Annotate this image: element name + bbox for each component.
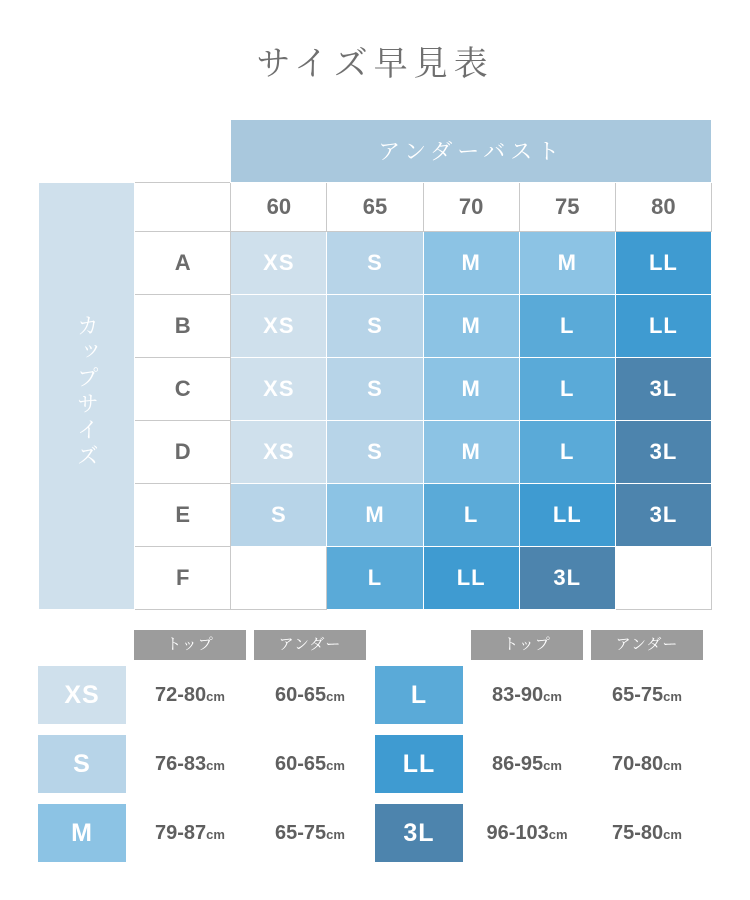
underbust-column-header: 60 [231, 182, 327, 231]
legend-header-top: トップ [134, 630, 246, 660]
matrix-corner-blank [39, 120, 231, 183]
cup-group-header-label: カップサイズ [74, 314, 100, 471]
legend-top-value: 76-83cm [155, 752, 225, 775]
underbust-column-header: 75 [519, 182, 615, 231]
matrix-cell-size: XS [231, 294, 327, 357]
cup-group-header-spacer [39, 182, 135, 609]
legend-top-value: 79-87cm [155, 821, 225, 844]
underbust-column-header: 80 [615, 182, 711, 231]
legend-top-value: 72-80cm [155, 683, 225, 706]
cup-row-label: A [135, 231, 231, 294]
size-matrix-container [38, 119, 712, 610]
page-title: サイズ早見表 [256, 45, 494, 83]
matrix-cell-size: XS [231, 420, 327, 483]
cup-row-label: B [135, 294, 231, 357]
legend-size-badge: M [38, 804, 126, 862]
underbust-column-header: 65 [327, 182, 423, 231]
legend-row [38, 735, 375, 793]
matrix-cell-size: M [519, 231, 615, 294]
legend-row [375, 735, 712, 793]
legend-under-value: 65-75cm [612, 683, 682, 706]
matrix-cell-size: LL [615, 231, 711, 294]
legend-size-badge: XS [38, 666, 126, 724]
legend-header-right [375, 630, 712, 660]
matrix-cell-size: M [423, 357, 519, 420]
matrix-cell-size: LL [615, 294, 711, 357]
legend-under-value: 60-65cm [275, 752, 345, 775]
legend-row [38, 804, 375, 862]
legend-size-badge: L [375, 666, 463, 724]
size-legend [38, 630, 712, 873]
legend-size-badge: LL [375, 735, 463, 793]
matrix-cell-size: M [327, 483, 423, 546]
legend-under-value: 65-75cm [275, 821, 345, 844]
matrix-cell-empty [615, 546, 711, 609]
matrix-row [39, 483, 712, 546]
legend-row [38, 666, 375, 724]
matrix-cell-size: S [327, 420, 423, 483]
legend-size-badge: 3L [375, 804, 463, 862]
legend-column-right [375, 630, 712, 873]
matrix-cell-size: 3L [519, 546, 615, 609]
matrix-row [39, 357, 712, 420]
legend-top-value: 83-90cm [492, 683, 562, 706]
matrix-cell-size: LL [519, 483, 615, 546]
size-matrix-table [38, 119, 712, 610]
legend-under-value: 60-65cm [275, 683, 345, 706]
matrix-cell-size: 3L [615, 483, 711, 546]
legend-header-top: トップ [471, 630, 583, 660]
matrix-cell-size: M [423, 231, 519, 294]
cup-row-label: E [135, 483, 231, 546]
matrix-cell-size: L [519, 357, 615, 420]
matrix-cell-size: L [519, 420, 615, 483]
legend-under-value: 75-80cm [612, 821, 682, 844]
matrix-cell-size: S [327, 357, 423, 420]
underbust-column-header: 70 [423, 182, 519, 231]
legend-header-under: アンダー [254, 630, 366, 660]
matrix-cell-empty [231, 546, 327, 609]
matrix-cell-size: XS [231, 231, 327, 294]
matrix-header-blank [135, 182, 231, 231]
matrix-row [39, 231, 712, 294]
matrix-cell-size: 3L [615, 357, 711, 420]
matrix-cell-size: 3L [615, 420, 711, 483]
matrix-cell-size: L [423, 483, 519, 546]
matrix-cell-size: L [327, 546, 423, 609]
matrix-row [39, 546, 712, 609]
legend-row [375, 804, 712, 862]
legend-top-value: 96-103cm [486, 821, 568, 844]
cup-row-label: F [135, 546, 231, 609]
matrix-cell-size: L [519, 294, 615, 357]
legend-under-value: 70-80cm [612, 752, 682, 775]
legend-column-left [38, 630, 375, 873]
matrix-cell-size: M [423, 420, 519, 483]
legend-top-value: 86-95cm [492, 752, 562, 775]
cup-row-label: D [135, 420, 231, 483]
matrix-row [39, 294, 712, 357]
matrix-cell-size: M [423, 294, 519, 357]
cup-row-label: C [135, 357, 231, 420]
legend-row [375, 666, 712, 724]
matrix-cell-size: S [231, 483, 327, 546]
matrix-cell-size: S [327, 231, 423, 294]
underbust-group-header: アンダーバスト [231, 120, 712, 183]
legend-header-left [38, 630, 375, 660]
matrix-row [39, 420, 712, 483]
legend-header-under: アンダー [591, 630, 703, 660]
matrix-cell-size: S [327, 294, 423, 357]
matrix-cell-size: XS [231, 357, 327, 420]
matrix-cell-size: LL [423, 546, 519, 609]
legend-size-badge: S [38, 735, 126, 793]
